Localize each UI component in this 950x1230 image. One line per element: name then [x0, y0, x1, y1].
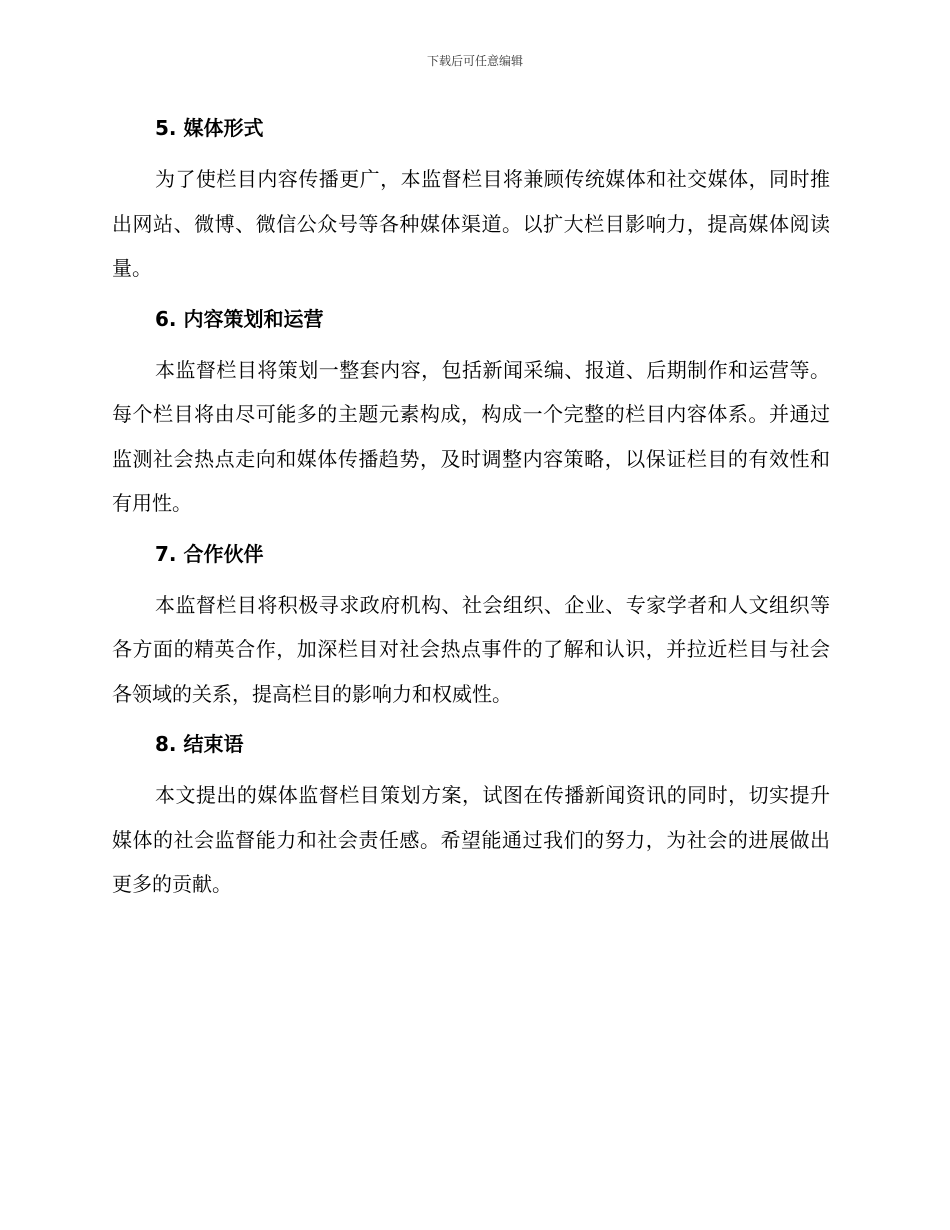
section-paragraph: 本监督栏目将积极寻求政府机构、社会组织、企业、专家学者和人文组织等各方面的精英合作，加深栏目对社会热点事件的了解和认识，并拉近栏目与社会各领域的关系，提高栏目的影响力和权威性。	[112, 592, 830, 706]
section-heading: 5. 媒体形式	[155, 116, 264, 140]
page-header: 下载后可任意编辑	[426, 54, 523, 68]
section-heading: 7. 合作伙伴	[155, 541, 264, 566]
section-partners	[112, 538, 830, 717]
section-conclusion	[112, 728, 830, 907]
section-paragraph: 本文提出的媒体监督栏目策划方案，试图在传播新闻资讯的同时，切实提升媒体的社会监督能力和社会责任感。希望能通过我们的努力，为社会的进展做出更多的贡献。	[112, 783, 830, 896]
document-body	[112, 112, 830, 907]
section-heading: 6. 内容策划和运营	[155, 306, 324, 331]
section-paragraph: 为了使栏目内容传播更广，本监督栏目将兼顾传统媒体和社交媒体，同时推出网站、微博、微信公众号等各种媒体渠道。以扩大栏目影响力，提高媒体阅读量。	[112, 167, 830, 280]
section-media-format	[112, 112, 830, 291]
section-heading: 8. 结束语	[155, 732, 244, 756]
section-content-planning	[112, 303, 830, 526]
section-paragraph: 本监督栏目将策划一整套内容，包括新闻采编、报道、后期制作和运营等。每个栏目将由尽可能多的主题元素构成，构成一个完整的栏目内容体系。并通过监测社会热点走向和媒体传播趋势，及时调整内容策略，以保证栏目的有效性和有用性。	[112, 357, 830, 515]
